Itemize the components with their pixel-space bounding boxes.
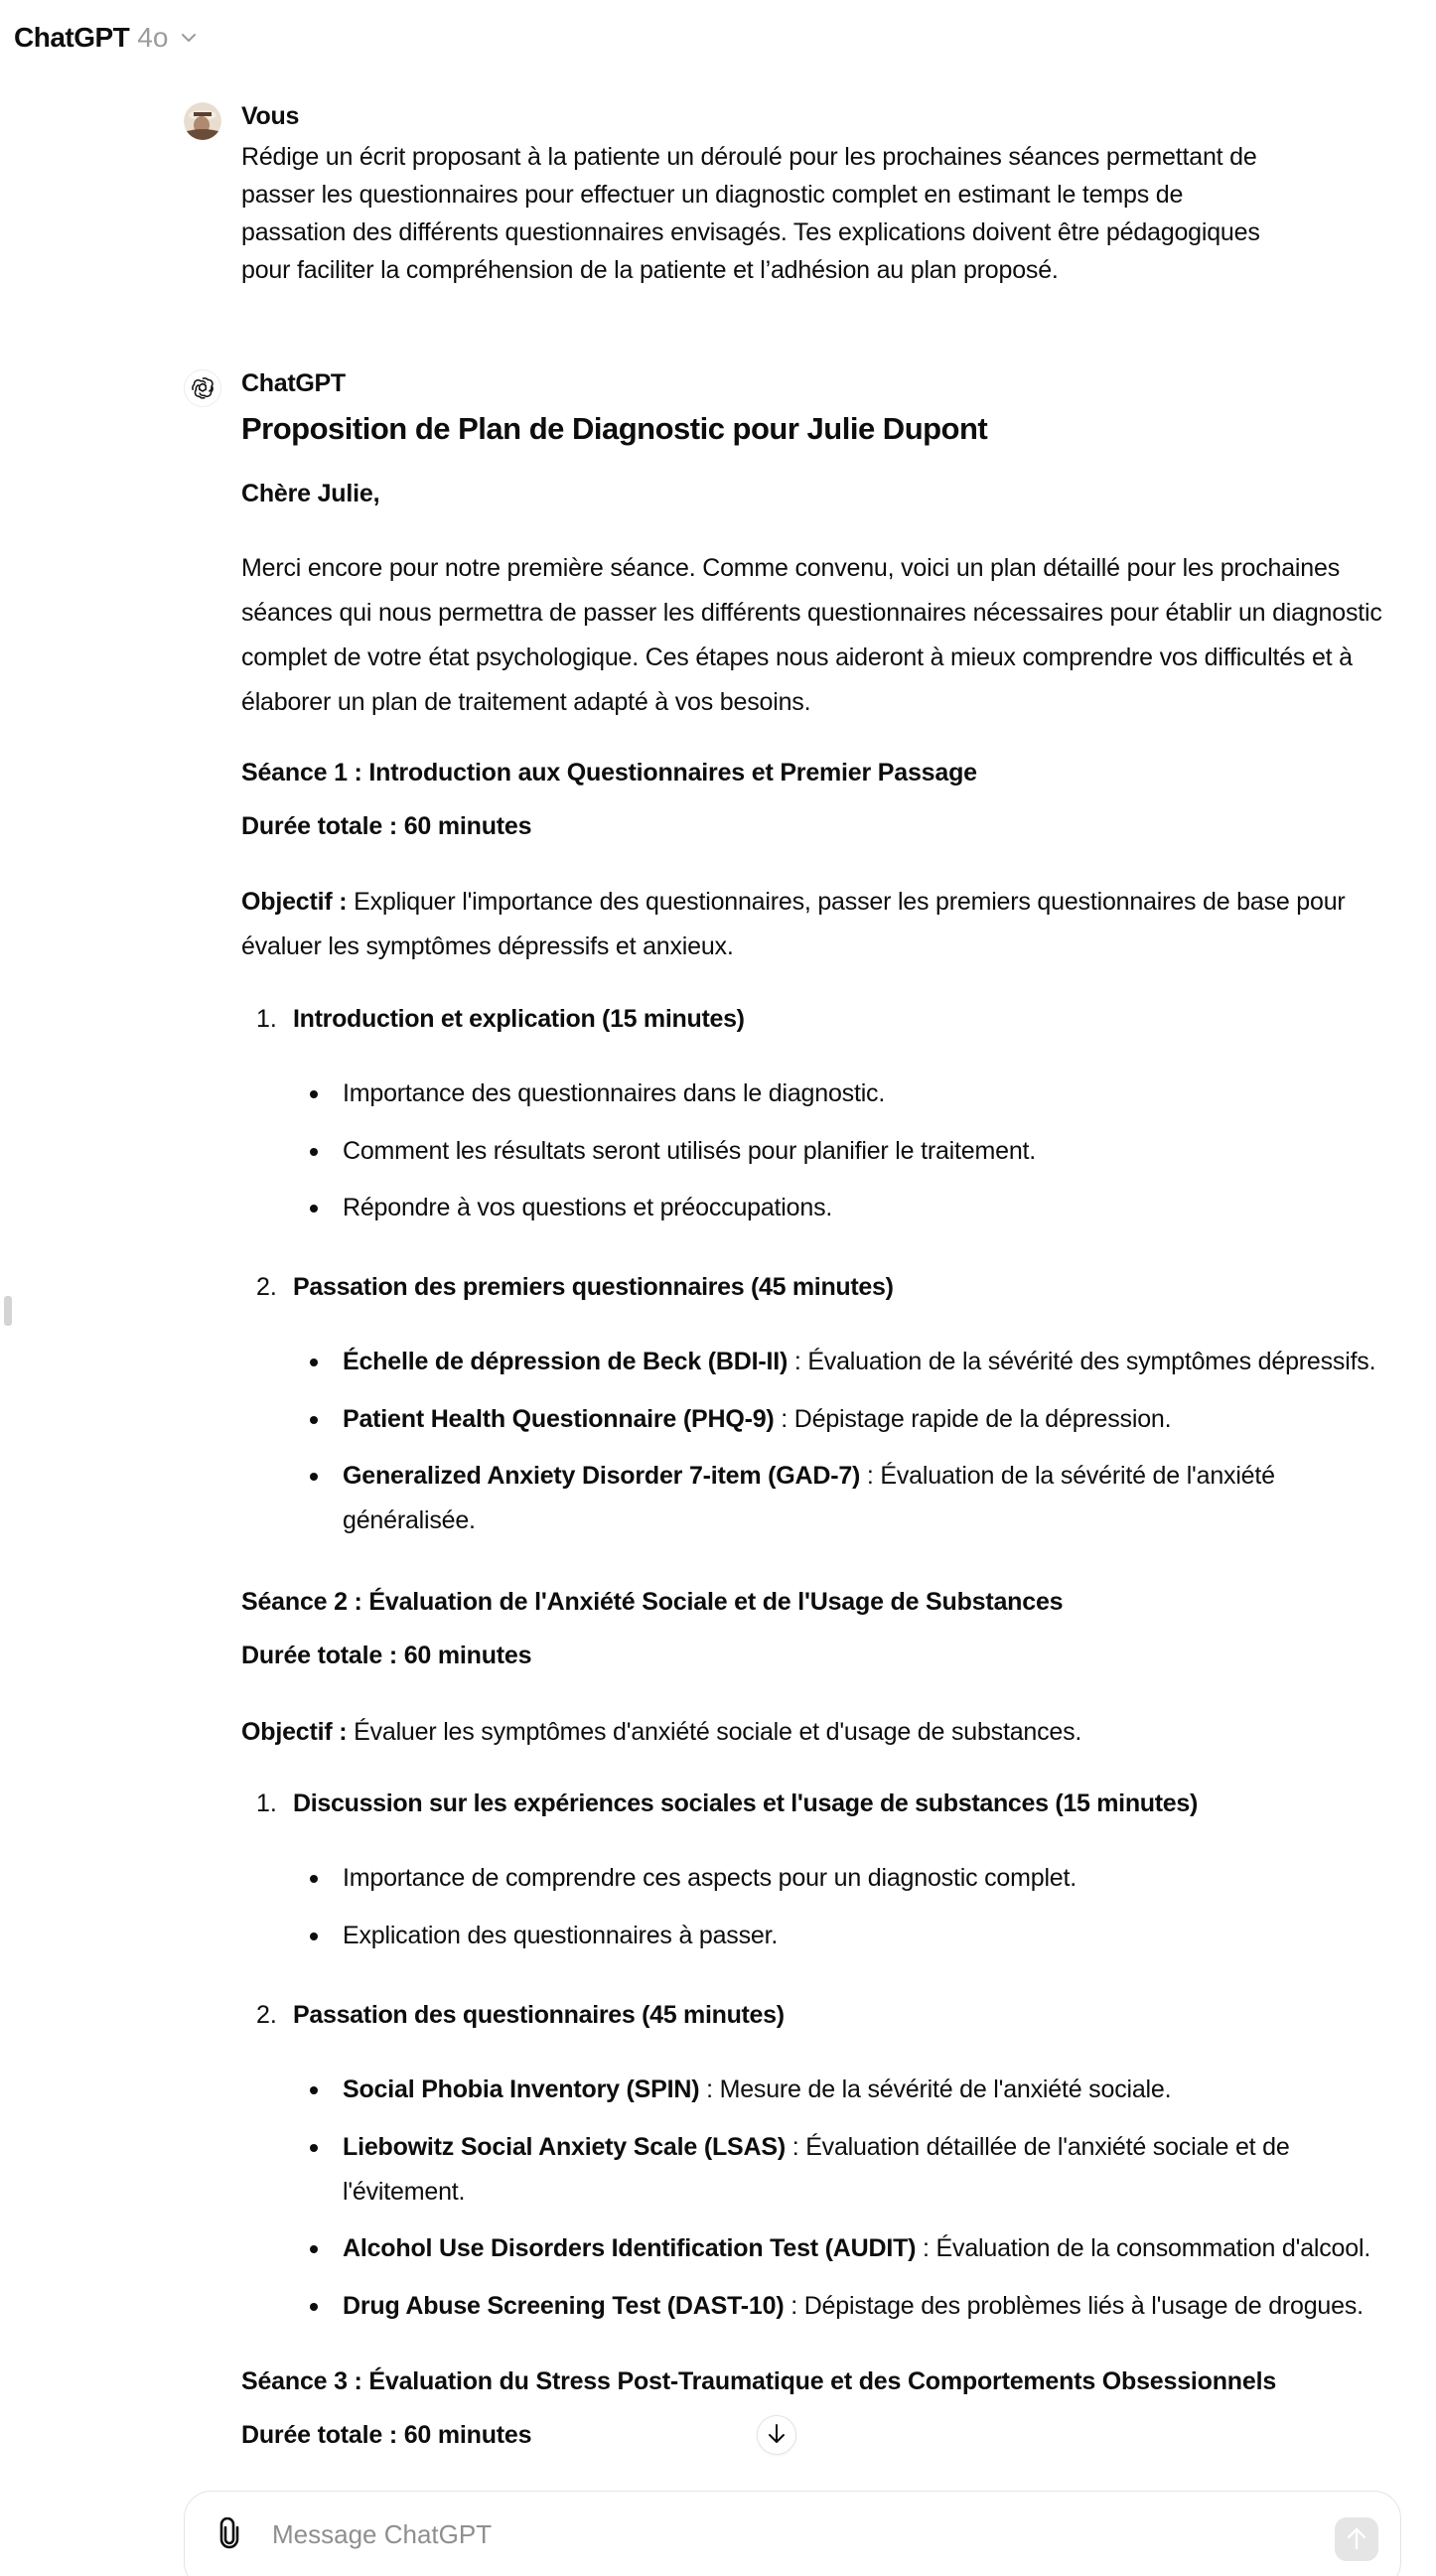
list-item: Importance des questionnaires dans le diagnostic.	[343, 1072, 885, 1116]
paperclip-icon	[218, 2517, 240, 2552]
chevron-down-icon	[180, 28, 200, 48]
list-item: Patient Health Questionnaire (PHQ-9) : Dépistage rapide de la dépression.	[343, 1397, 1171, 1442]
list-item: Social Phobia Inventory (SPIN) : Mesure de la sévérité de l'anxiété sociale.	[343, 2068, 1171, 2112]
model-selector[interactable]	[14, 18, 200, 58]
step-title: Passation des premiers questionnaires (45 minutes)	[293, 1273, 894, 1301]
list-item: Échelle de dépression de Beck (BDI-II) : Évaluation de la sévérité des symptômes dépressifs.	[343, 1340, 1375, 1384]
message-input[interactable]	[272, 2511, 1265, 2557]
list-item: Drug Abuse Screening Test (DAST-10) : Dépistage des problèmes liés à l'usage de drogues.	[343, 2284, 1364, 2329]
user-author: Vous	[241, 102, 300, 130]
attach-button[interactable]	[215, 2517, 244, 2551]
list-item: Importance de comprendre ces aspects pour un diagnostic complet.	[343, 1856, 1077, 1901]
greeting: Chère Julie,	[241, 480, 380, 507]
send-button[interactable]	[1335, 2517, 1378, 2561]
step-number: 1.	[256, 1005, 277, 1033]
session-1-title: Séance 1 : Introduction aux Questionnaires et Premier Passage	[241, 759, 977, 787]
scroll-to-bottom-button[interactable]	[757, 2415, 796, 2455]
sidebar-toggle-handle[interactable]	[4, 1296, 12, 1326]
session-2-title: Séance 2 : Évaluation de l'Anxiété Sociale et de l'Usage de Substances	[241, 1588, 1064, 1616]
model-name: ChatGPT	[14, 22, 130, 53]
arrow-up-icon	[1346, 2525, 1367, 2554]
assistant-author: ChatGPT	[241, 369, 346, 397]
step-title: Introduction et explication (15 minutes)	[293, 1005, 745, 1033]
session-2-duration: Durée totale : 60 minutes	[241, 1642, 532, 1669]
step-title: Passation des questionnaires (45 minutes)	[293, 2001, 785, 2029]
list-item: Generalized Anxiety Disorder 7-item (GAD-7) : Évaluation de la sévérité de l'anxiété généralisée.	[343, 1454, 1336, 1543]
list-item: Comment les résultats seront utilisés pour planifier le traitement.	[343, 1129, 1036, 1174]
openai-logo-icon	[184, 369, 221, 407]
list-item: Liebowitz Social Anxiety Scale (LSAS) : Évaluation détaillée de l'anxiété sociale et de l'évitement.	[343, 2125, 1336, 2215]
user-message-text: Rédige un écrit proposant à la patiente un déroulé pour les prochaines séances permettant de passer les questionnaires pour effectuer un diagnostic complet en estimant le temps de passation des différents questionnaires envisagés. Tes explications doivent être pédagogiques pour faciliter la compréhension de la patiente et l’adhésion au plan proposé.	[241, 143, 1260, 284]
list-item: Explication des questionnaires à passer.	[343, 1914, 778, 1958]
message-composer	[184, 2491, 1401, 2576]
user-avatar	[184, 102, 221, 140]
assistant-response	[241, 369, 1383, 2455]
step-number: 1.	[256, 1789, 277, 1817]
session-2-objective: Objectif : Évaluer les symptômes d'anxiété sociale et d'usage de substances.	[241, 1718, 1082, 1746]
step-number: 2.	[256, 1273, 277, 1301]
step-title: Discussion sur les expériences sociales et l'usage de substances (15 minutes)	[293, 1789, 1199, 1817]
session-3-title: Séance 3 : Évaluation du Stress Post-Traumatique et des Comportements Obsessionnels	[241, 2367, 1277, 2395]
list-item: Alcohol Use Disorders Identification Test (AUDIT) : Évaluation de la consommation d'alcool.	[343, 2226, 1370, 2271]
session-1-duration: Durée totale : 60 minutes	[241, 812, 532, 840]
list-item: Répondre à vos questions et préoccupations.	[343, 1186, 832, 1230]
session-1-objective: Objectif : Expliquer l'importance des questionnaires, passer les premiers questionnaires de base pour évaluer les symptômes dépressifs et anxieux.	[241, 888, 1346, 960]
response-title: Proposition de Plan de Diagnostic pour Julie Dupont	[241, 411, 988, 446]
step-number: 2.	[256, 2001, 277, 2029]
session-3-duration: Durée totale : 60 minutes	[241, 2421, 532, 2449]
intro-paragraph: Merci encore pour notre première séance. Comme convenu, voici un plan détaillé pour les prochaines séances qui nous permettra de passer les différents questionnaires nécessaires pour établir un diagnostic complet de votre état psychologique. Ces étapes nous aideront à mieux comprendre vos difficultés et à élaborer un plan de traitement adapté à vos besoins.	[241, 554, 1382, 716]
arrow-down-icon	[767, 2423, 787, 2448]
model-version: 4o	[137, 22, 169, 53]
